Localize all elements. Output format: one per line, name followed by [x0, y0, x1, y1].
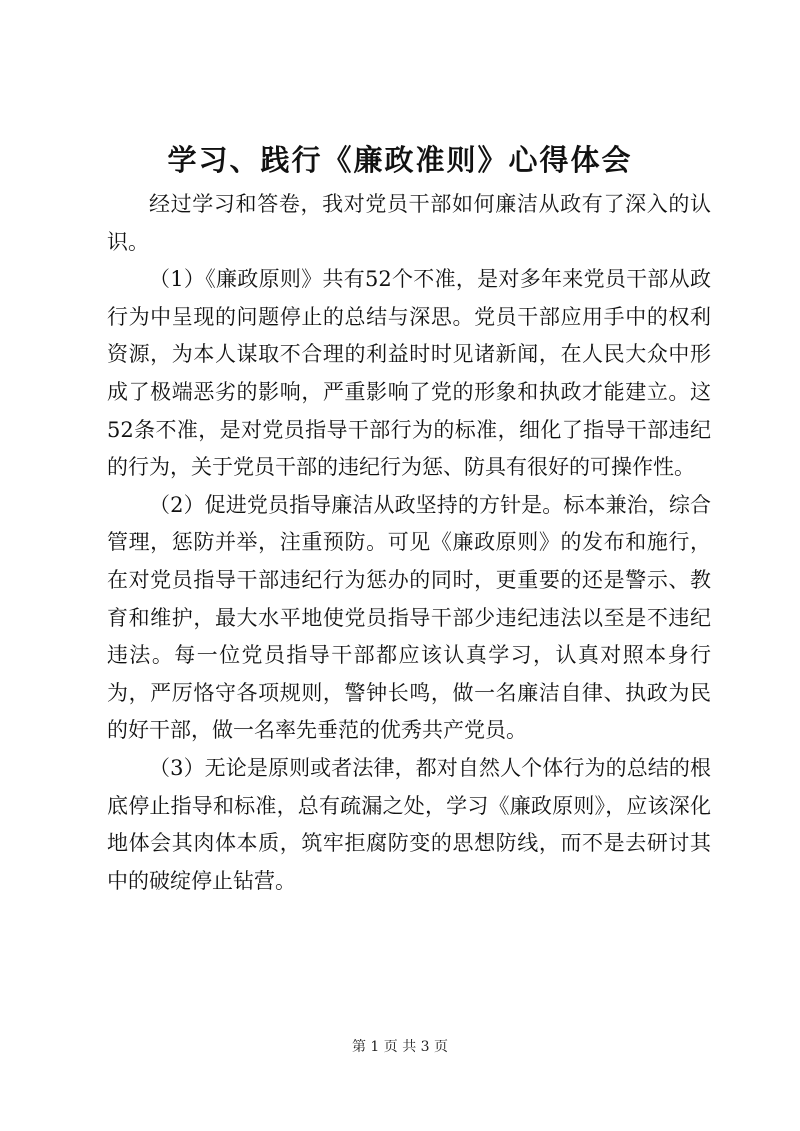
paragraph-point-1: （1）《廉政原则》共有52个不准，是对多年来党员干部从政行为中呈现的问题停止的总结与深思。党员干部应用手中的权利资源，为本人谋取不合理的利益时时见诸新闻，在人民大众中形成了极端恶劣的影响，严重影响了党的形象和执政才能建立。这52条不准，是对党员指导干部行为的标准，细化了指导干部违纪的行为，关于党员干部的违纪行为惩、防具有很好的可操作性。 [107, 267, 711, 480]
paragraph-point-2: （2）促进党员指导廉洁从政坚持的方针是。标本兼治，综合管理，惩防并举，注重预防。可见《廉政原则》的发布和施行，在对党员指导干部违纪行为惩办的同时，更重要的还是警示、教育和维护，最大水平地使党员指导干部少违纪违法以至是不违纪违法。每一位党员指导干部都应该认真学习，认真对照本身行为，严厉恪守各项规则，警钟长鸣，做一名廉洁自律、执政为民的好干部，做一名率先垂范的优秀共产党员。 [107, 492, 711, 743]
document-body [107, 186, 711, 900]
paragraph-point-3: （3）无论是原则或者法律，都对自然人个体行为的总结的根底停止指导和标准，总有疏漏之处，学习《廉政原则》，应该深化地体会其肉体本质，筑牢拒腐防变的思想防线，而不是去研讨其中的破绽停止钻营。 [107, 755, 711, 893]
page-number-footer: 第 1 页 共 3 页 [351, 1039, 449, 1055]
paragraph-intro: 经过学习和答卷，我对党员干部如何廉洁从政有了深入的认识。 [107, 192, 711, 254]
document-title: 学习、践行《廉政准则》心得体会 [167, 143, 633, 177]
